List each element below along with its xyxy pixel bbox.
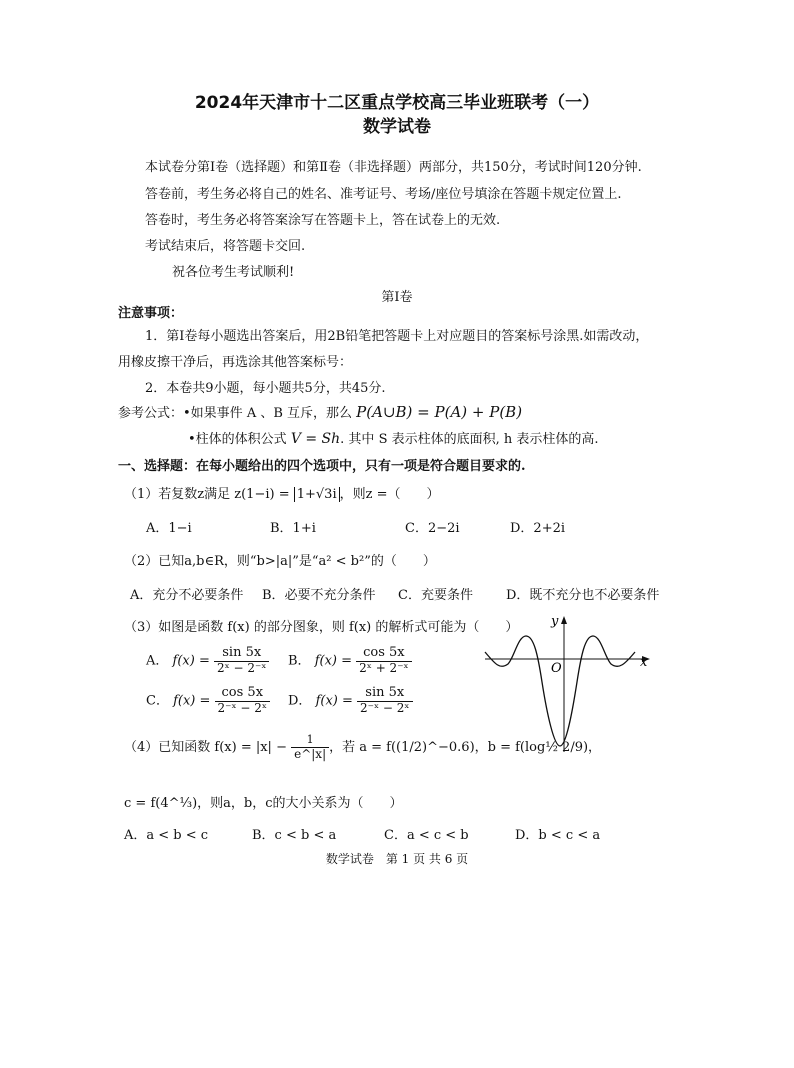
question-3-stem: （3）如图是函数 f(x) 的部分图象，则 f(x) 的解析式可能为（ ）: [124, 620, 519, 635]
q3-option-d-den: 2⁻ˣ − 2ˣ: [360, 700, 410, 715]
notes-title: 注意事项：: [118, 306, 184, 321]
section-heading: 一、选择题：在每小题给出的四个选项中，只有一项是符合题目要求的.: [118, 459, 526, 474]
q2-option-d[interactable]: D．既不充分也不必要条件: [506, 588, 660, 603]
q1-option-c[interactable]: C．2−2i: [405, 521, 460, 536]
question-4-stem: [124, 734, 601, 761]
intro-line-5: 祝各位考生考试顺利!: [172, 265, 295, 280]
q3-option-b[interactable]: [288, 646, 412, 676]
q4-stem-b: ，若 a = f((1/2)^−0.6)，b = f(log½ 2/9)，: [329, 740, 602, 756]
formula-2-text: •柱体的体积公式: [188, 432, 287, 447]
y-axis-label: y: [551, 614, 559, 629]
q3-option-c-lhs: f(x) =: [173, 693, 211, 709]
question-2-stem: （2）已知a,b∈R，则“b>|a|”是“a² < b²”的（ ）: [124, 554, 436, 569]
q1-option-b[interactable]: B．1+i: [270, 521, 316, 536]
q1-stem-b: ，则z =（ ）: [339, 487, 440, 502]
question-1-stem: [124, 483, 440, 502]
q3-option-b-num: cos 5x: [356, 646, 411, 662]
q2-option-c[interactable]: C．充要条件: [398, 588, 473, 603]
q3-option-d-label: D．: [288, 693, 312, 709]
q2-option-a[interactable]: A．充分不必要条件: [130, 588, 244, 603]
q3-option-c[interactable]: [146, 686, 270, 716]
q3-option-c-label: C．: [146, 693, 169, 709]
intro-line-3: 答卷时，考生务必将答案涂写在答题卡上，答在试卷上的无效.: [145, 213, 501, 228]
q3-option-a-lhs: f(x) =: [172, 653, 210, 669]
q4-stem-a: （4）已知函数 f(x) = |x| −: [124, 740, 287, 756]
q3-option-a-num: sin 5x: [214, 646, 269, 662]
q3-option-d-lhs: f(x) =: [315, 693, 353, 709]
q3-option-b-den: 2ˣ + 2⁻ˣ: [359, 660, 409, 675]
q3-option-d[interactable]: [288, 686, 413, 716]
q4-option-c[interactable]: C．a < c < b: [384, 828, 469, 843]
formula-row-1: [118, 402, 522, 421]
exam-subtitle: 数学试卷: [363, 117, 431, 137]
q3-option-b-label: B．: [288, 653, 311, 669]
part-heading: 第Ⅰ卷: [381, 290, 413, 305]
x-axis-label: x: [640, 655, 648, 670]
q2-option-b[interactable]: B．必要不充分条件: [262, 588, 376, 603]
intro-line-2: 答卷前，考生务必将自己的姓名、准考证号、考场/座位号填涂在答题卡规定位置上.: [145, 187, 622, 202]
page-footer: 数学试卷 第 1 页 共 6 页: [325, 852, 469, 866]
q4-frac-num: 1: [291, 734, 329, 748]
q1-stem-abs: 1+√3i: [294, 487, 340, 502]
exam-title: 2024年天津市十二区重点学校高三毕业班联考（一）: [194, 93, 600, 113]
q3-option-b-lhs: f(x) =: [314, 653, 353, 669]
question-4-stem-cont: c = f(4^⅓)，则a，b，c的大小关系为（ ）: [124, 796, 403, 811]
formula-row-2: [188, 428, 599, 447]
q3-option-c-num: cos 5x: [215, 686, 270, 702]
q1-option-a[interactable]: A．1−i: [146, 521, 192, 536]
formula-label: 参考公式：: [118, 406, 184, 421]
intro-line-4: 考试结束后，将答题卡交回.: [145, 239, 306, 254]
note-2: 2．本卷共9小题，每小题共5分，共45分.: [145, 381, 386, 396]
origin-label: O: [551, 661, 562, 676]
q4-option-b[interactable]: B．c < b < a: [252, 828, 337, 843]
y-axis-arrow: [561, 616, 567, 624]
formula-1-text: •如果事件 A 、B 互斥，那么: [183, 406, 353, 421]
q3-option-a-den: 2ˣ − 2⁻ˣ: [216, 660, 267, 675]
q4-frac-den: e^|x|: [294, 746, 327, 761]
function-curve: [485, 636, 635, 746]
note-1-line-1: 1．第Ⅰ卷每小题选出答案后，用2B铅笔把答题卡上对应题目的答案标号涂黑.如需改动，: [145, 329, 649, 344]
q3-option-d-num: sin 5x: [357, 686, 412, 702]
q4-option-a[interactable]: A．a < b < c: [124, 828, 209, 843]
intro-line-1: 本试卷分第Ⅰ卷（选择题）和第Ⅱ卷（非选择题）两部分，共150分，考试时间120分钟.: [145, 160, 642, 175]
q3-option-c-den: 2⁻ˣ − 2ˣ: [217, 700, 268, 715]
q4-option-d[interactable]: D．b < c < a: [515, 828, 601, 843]
q1-stem-a: （1）若复数z满足 z(1−i) =: [124, 487, 294, 502]
q1-option-d[interactable]: D．2+2i: [510, 521, 566, 536]
formula-1-math: P(A∪B) = P(A) + P(B): [356, 403, 523, 421]
q3-option-a[interactable]: [146, 646, 269, 676]
q3-option-a-label: A．: [146, 653, 169, 669]
formula-2-tail: . 其中 S 表示柱体的底面积, h 表示柱体的高.: [340, 432, 599, 447]
formula-2-math: V = Sh: [290, 431, 341, 447]
note-1-line-2: 用橡皮擦干净后，再选涂其他答案标号：: [118, 355, 353, 370]
